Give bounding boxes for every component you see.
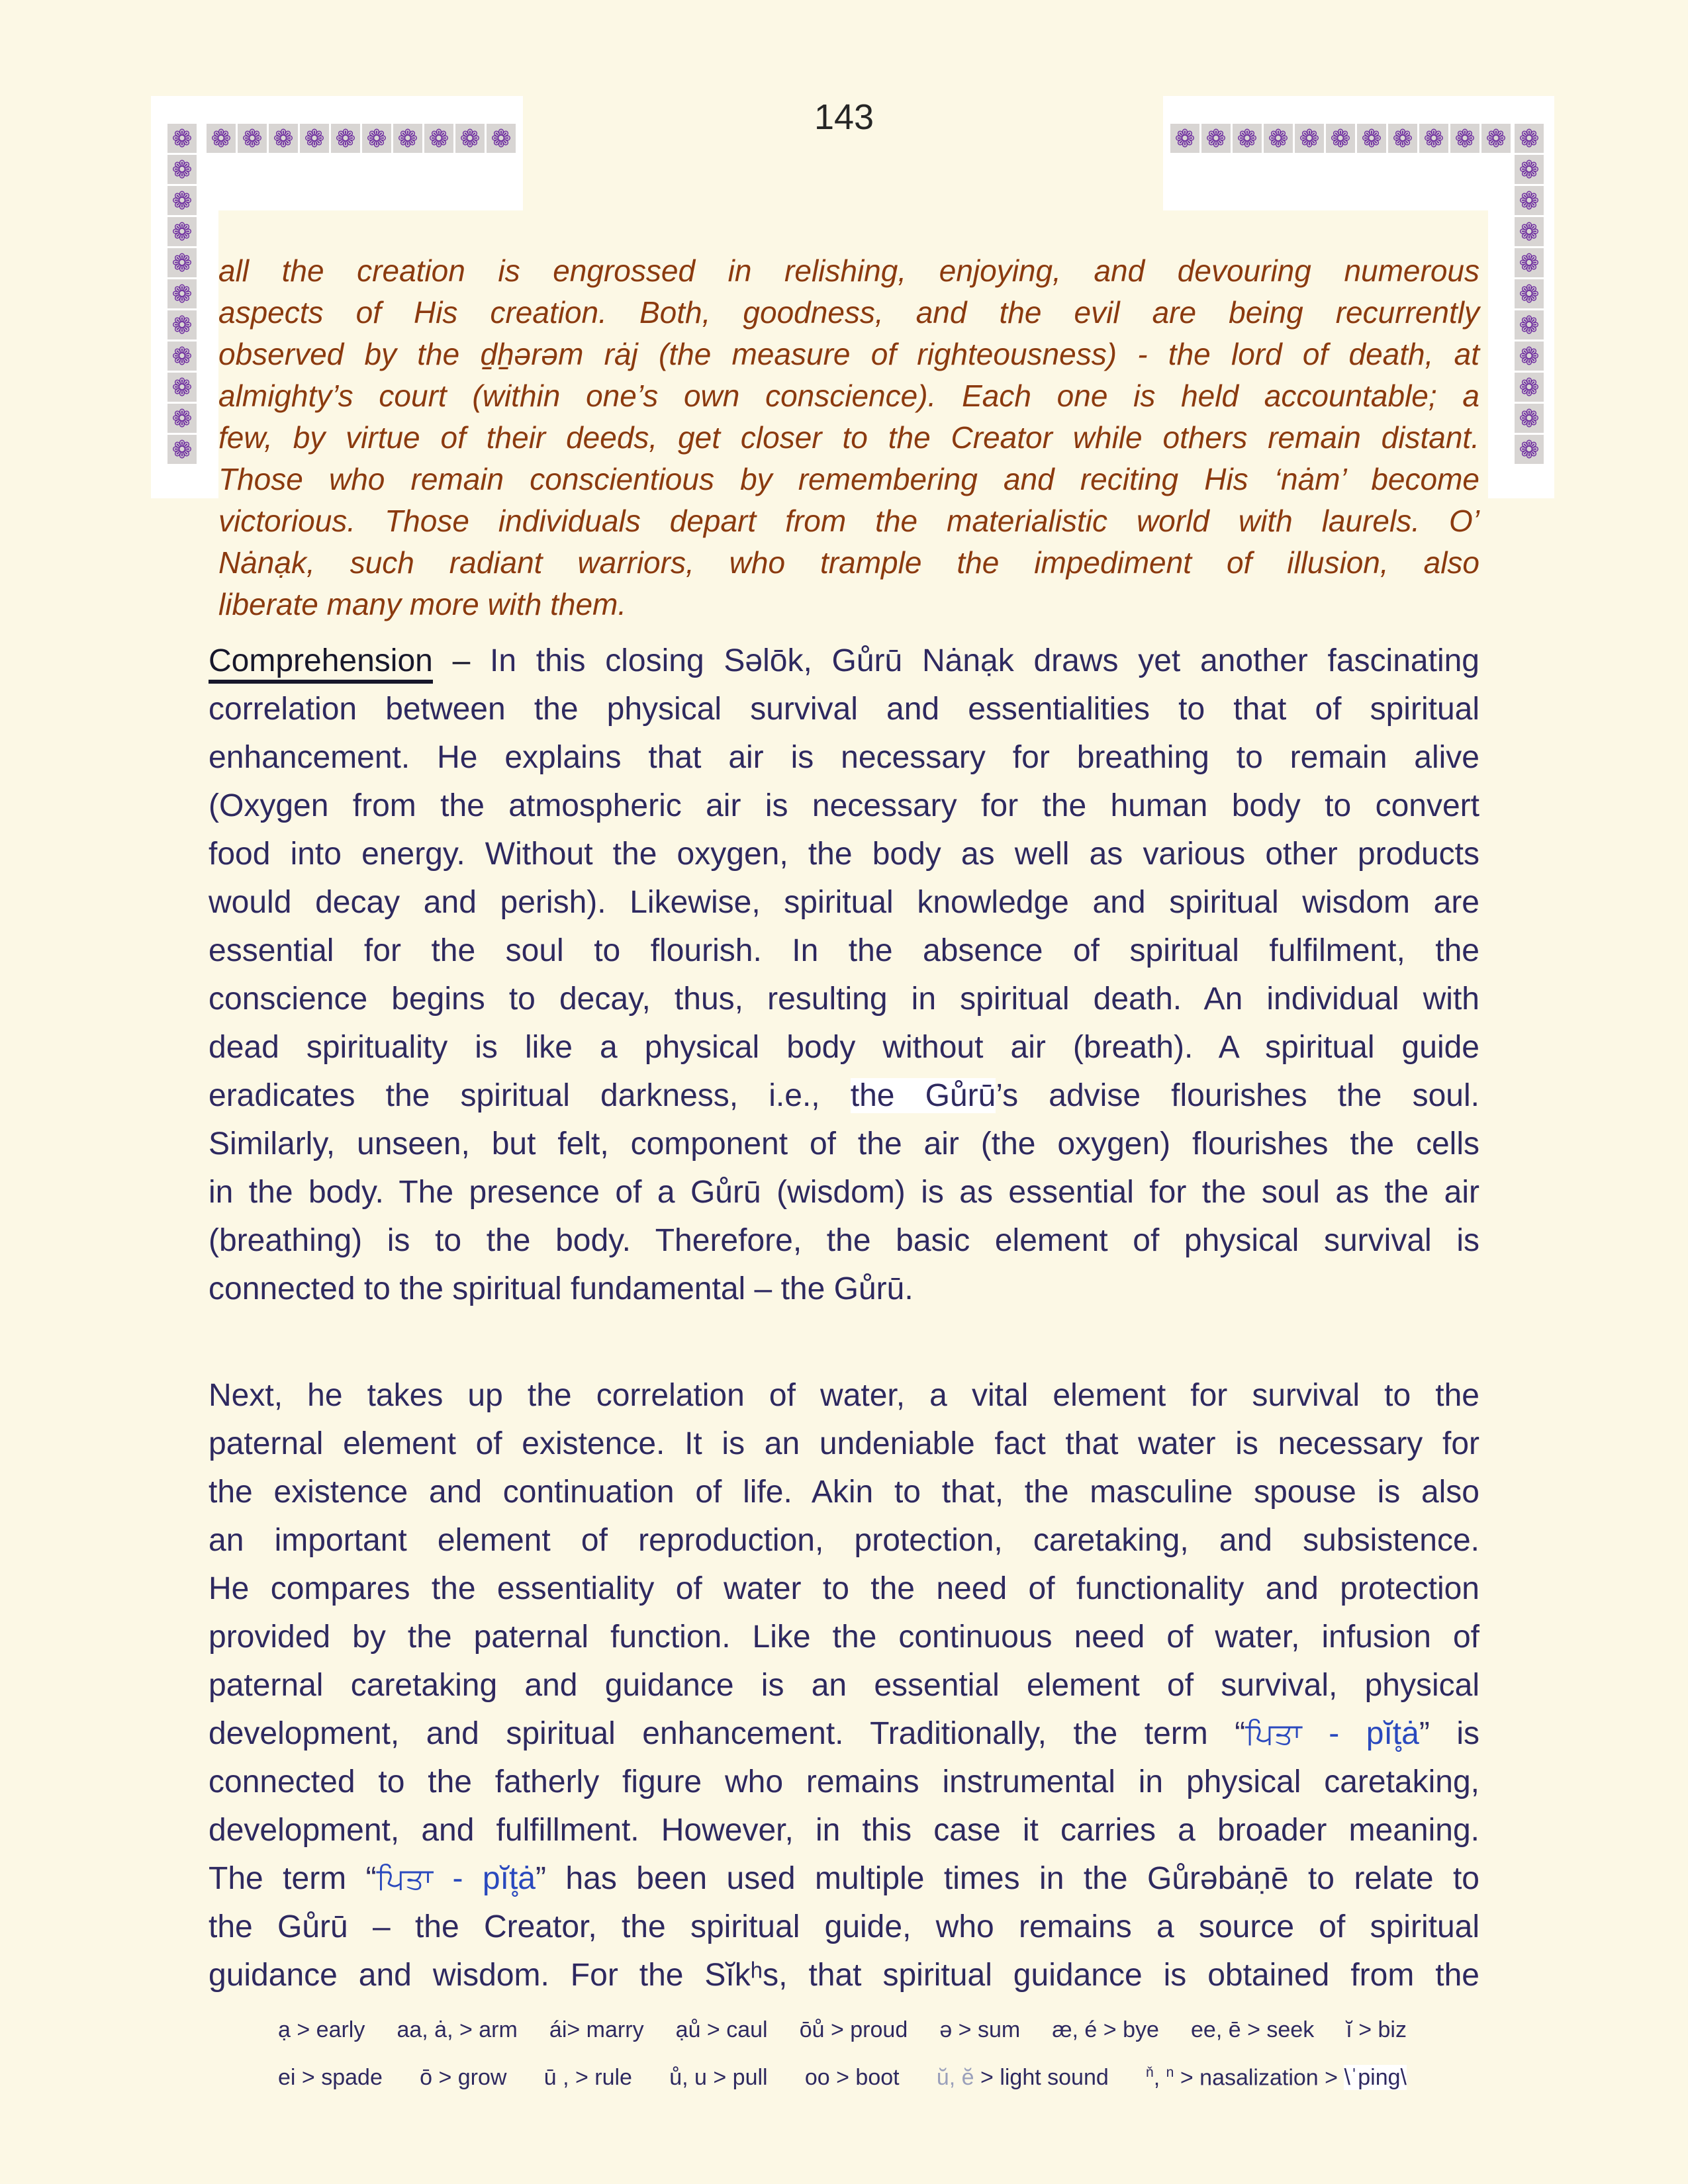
flower-border-top-left: [207, 124, 516, 153]
text-line: few, by virtue of their deeds, get closer to the Creator while others remain distant.: [218, 420, 1479, 455]
text-run: ŭ, ĕ: [936, 2065, 974, 2090]
text-line: observed by the ḏẖərəm rȧj (the measure of righteousness) - the lord of death, at: [218, 337, 1479, 371]
flower-icon: ❁: [207, 124, 236, 153]
text-line: liberate many more with them.: [218, 587, 627, 621]
flower-icon: ❁: [1515, 435, 1544, 464]
flower-icon: ❁: [1515, 248, 1544, 277]
pronunciation-item: ee, ē > seek: [1191, 2017, 1315, 2042]
flower-icon: ❁: [167, 217, 197, 246]
flower-icon: ❁: [1515, 341, 1544, 371]
text-line: food into energy. Without the oxygen, the body as well as various other products: [209, 837, 1479, 872]
flower-border-right: [1515, 124, 1544, 464]
text-line: essential for the soul to flourish. In the absence of spiritual fulfilment, the: [209, 933, 1479, 968]
flower-icon: ❁: [167, 341, 197, 371]
text-line: victorious. Those individuals depart from the materialistic world with laurels. O’: [218, 504, 1479, 538]
flower-icon: ❁: [300, 124, 329, 153]
pronunciation-item: ei > spade: [278, 2065, 383, 2090]
text-line: paternal element of existence. It is an undeniable fact that water is necessary for: [209, 1426, 1479, 1461]
pronunciation-item: ū , > rule: [543, 2065, 632, 2090]
text-run: ’s advise flourishes the soul.: [996, 1078, 1479, 1113]
flower-icon: ❁: [167, 155, 197, 184]
text-line: [209, 1709, 1479, 1758]
flower-icon: ❁: [1201, 124, 1231, 153]
text-line: [209, 1854, 1479, 1903]
pronunciation-item: ōů > proud: [799, 2017, 908, 2042]
page-number: 143: [814, 97, 874, 137]
flower-icon: ❁: [1515, 373, 1544, 402]
flower-icon: ❁: [1388, 124, 1417, 153]
flower-icon: ❁: [1515, 124, 1544, 153]
text-line: He compares the essentiality of water to the need of functionality and protection: [209, 1571, 1479, 1606]
salok-translation-paragraph: [218, 250, 1479, 625]
text-line: Similarly, unseen, but felt, component of the air (the oxygen) flourishes the cells: [209, 1126, 1479, 1161]
pronunciation-item: ĭ > biz: [1346, 2017, 1407, 2042]
flower-icon: ❁: [167, 186, 197, 215]
pronunciation-item: æ, é > bye: [1052, 2017, 1159, 2042]
pronunciation-guide-row: [278, 2065, 1407, 2091]
flower-icon: ❁: [167, 248, 197, 277]
text-line: all the creation is engrossed in relishing, enjoying, and devouring numerous: [218, 253, 1479, 288]
pronunciation-item: [937, 2065, 1109, 2091]
text-line: connected to the fatherly figure who remains instrumental in physical caretaking,: [209, 1764, 1479, 1799]
text-line: (breathing) is to the body. Therefore, the basic element of physical survival is: [209, 1223, 1479, 1258]
text-run: The term “: [209, 1861, 377, 1896]
pronunciation-guide-row: [278, 2017, 1407, 2043]
text-run: -: [433, 1861, 483, 1896]
comprehension-heading: Comprehension: [209, 643, 433, 684]
flower-icon: ❁: [487, 124, 516, 153]
flower-icon: ❁: [1515, 155, 1544, 184]
text-line: paternal caretaking and guidance is an essential element of survival, physical: [209, 1668, 1479, 1703]
text-line: (Oxygen from the atmospheric air is necessary for the human body to convert: [209, 788, 1479, 823]
text-run: In this closing Səlōk, Gůrū Nȧnạk draws yet another fascinating: [490, 643, 1479, 678]
text-line: development, and fulfillment. However, in this case it carries a broader meaning.: [209, 1813, 1479, 1848]
text-run: > nasalization >: [1174, 2065, 1344, 2091]
flower-icon: ❁: [167, 124, 197, 153]
flower-border-top-right: [1170, 124, 1511, 153]
pronunciation-item: ů, u > pull: [669, 2065, 768, 2090]
flower-icon: ❁: [1357, 124, 1386, 153]
flower-icon: ❁: [1515, 186, 1544, 215]
text-line: conscience begins to decay, thus, resulting in spiritual death. An individual with: [209, 981, 1479, 1017]
text-line: [209, 1071, 1479, 1120]
flower-icon: ❁: [1515, 404, 1544, 433]
text-line: [209, 637, 1479, 685]
transliteration-term: pĭt̥ȧ: [1366, 1716, 1419, 1751]
flower-icon: ❁: [393, 124, 422, 153]
text-line: guidance and wisdom. For the Sĭkʰs, that spiritual guidance is obtained from the: [209, 1958, 1479, 1993]
text-line: connected to the spiritual fundamental – the Gůrū.: [209, 1271, 914, 1306]
flower-icon: ❁: [362, 124, 391, 153]
text-run: ” has been used multiple times in the Gůrəbȧṇē to relate to: [535, 1861, 1480, 1896]
pronunciation-item: ə > sum: [939, 2017, 1021, 2042]
comprehension-paragraph: [209, 637, 1479, 1313]
flower-icon: ❁: [1264, 124, 1293, 153]
water-correlation-paragraph: [209, 1371, 1479, 1999]
gurmukhi-term: ਪਿਤਾ: [376, 1862, 434, 1895]
flower-icon: ❁: [1450, 124, 1479, 153]
transliteration-term: pĭt̥ȧ: [482, 1861, 536, 1896]
text-line: aspects of His creation. Both, goodness, and the evil are being recurrently: [218, 295, 1479, 330]
text-line: enhancement. He explains that air is necessary for breathing to remain alive: [209, 740, 1479, 775]
pronunciation-item: ái> marry: [549, 2017, 644, 2042]
text-run: ,: [1153, 2065, 1166, 2091]
text-line: Nȧnạk, such radiant warriors, who trample the impediment of illusion, also: [218, 545, 1479, 580]
text-line: correlation between the physical survival and essentialities to that of spiritual: [209, 692, 1479, 727]
gurmukhi-term: ਪਿਤਾ: [1245, 1717, 1302, 1751]
highlighted-text: the Gůrū: [850, 1078, 996, 1113]
flower-icon: ❁: [167, 279, 197, 308]
flower-icon: ❁: [167, 310, 197, 340]
flower-icon: ❁: [331, 124, 360, 153]
flower-icon: ❁: [1295, 124, 1324, 153]
flower-border-left: [167, 124, 197, 464]
text-run: development, and spiritual enhancement. Traditionally, the term “: [209, 1716, 1246, 1751]
text-run: \ˈping\: [1344, 2065, 1407, 2091]
text-line: in the body. The presence of a Gůrū (wisdom) is as essential for the soul as the air: [209, 1175, 1479, 1210]
text-line: would decay and perish). Likewise, spiritual knowledge and spiritual wisdom are: [209, 885, 1479, 920]
flower-icon: ❁: [167, 373, 197, 402]
flower-icon: ❁: [1481, 124, 1511, 153]
pronunciation-item: [1146, 2065, 1407, 2091]
text-line: the existence and continuation of life. Akin to that, the masculine spouse is also: [209, 1475, 1479, 1510]
flower-icon: ❁: [1515, 217, 1544, 246]
flower-icon: ❁: [238, 124, 267, 153]
pronunciation-item: ạ > early: [278, 2017, 365, 2042]
pronunciation-item: ạů > caul: [675, 2017, 768, 2042]
text-run: eradicates the spiritual darkness, i.e.,: [209, 1078, 851, 1113]
text-run: > light sound: [974, 2065, 1109, 2090]
flower-icon: ❁: [1326, 124, 1355, 153]
flower-icon: ❁: [1233, 124, 1262, 153]
flower-icon: ❁: [269, 124, 298, 153]
text-line: almighty’s court (within one’s own conscience). Each one is held accountable; a: [218, 379, 1479, 413]
text-line: Those who remain conscientious by remembering and reciting His ‘nȧm’ become: [218, 462, 1479, 496]
pronunciation-item: oo > boot: [804, 2065, 900, 2090]
flower-icon: ❁: [1419, 124, 1448, 153]
flower-icon: ❁: [167, 435, 197, 464]
text-line: dead spirituality is like a physical body without air (breath). A spiritual guide: [209, 1030, 1479, 1065]
flower-icon: ❁: [1170, 124, 1199, 153]
text-line: an important element of reproduction, protection, caretaking, and subsistence.: [209, 1523, 1479, 1558]
flower-icon: ❁: [455, 124, 485, 153]
flower-icon: ❁: [1515, 310, 1544, 340]
text-run: ň: [1146, 2065, 1154, 2080]
pronunciation-item: aa, ȧ, > arm: [397, 2017, 518, 2042]
pronunciation-item: ō > grow: [420, 2065, 507, 2090]
text-line: Next, he takes up the correlation of water, a vital element for survival to the: [209, 1378, 1479, 1413]
text-run: ” is: [1419, 1716, 1479, 1751]
text-line: the Gůrū – the Creator, the spiritual guide, who remains a source of spiritual: [209, 1909, 1479, 1944]
text-line: provided by the paternal function. Like the continuous need of water, infusion of: [209, 1619, 1479, 1655]
flower-icon: ❁: [424, 124, 453, 153]
text-run: –: [432, 643, 491, 678]
flower-icon: ❁: [1515, 279, 1544, 308]
flower-icon: ❁: [167, 404, 197, 433]
text-run: n: [1166, 2065, 1174, 2080]
text-run: -: [1301, 1716, 1366, 1751]
